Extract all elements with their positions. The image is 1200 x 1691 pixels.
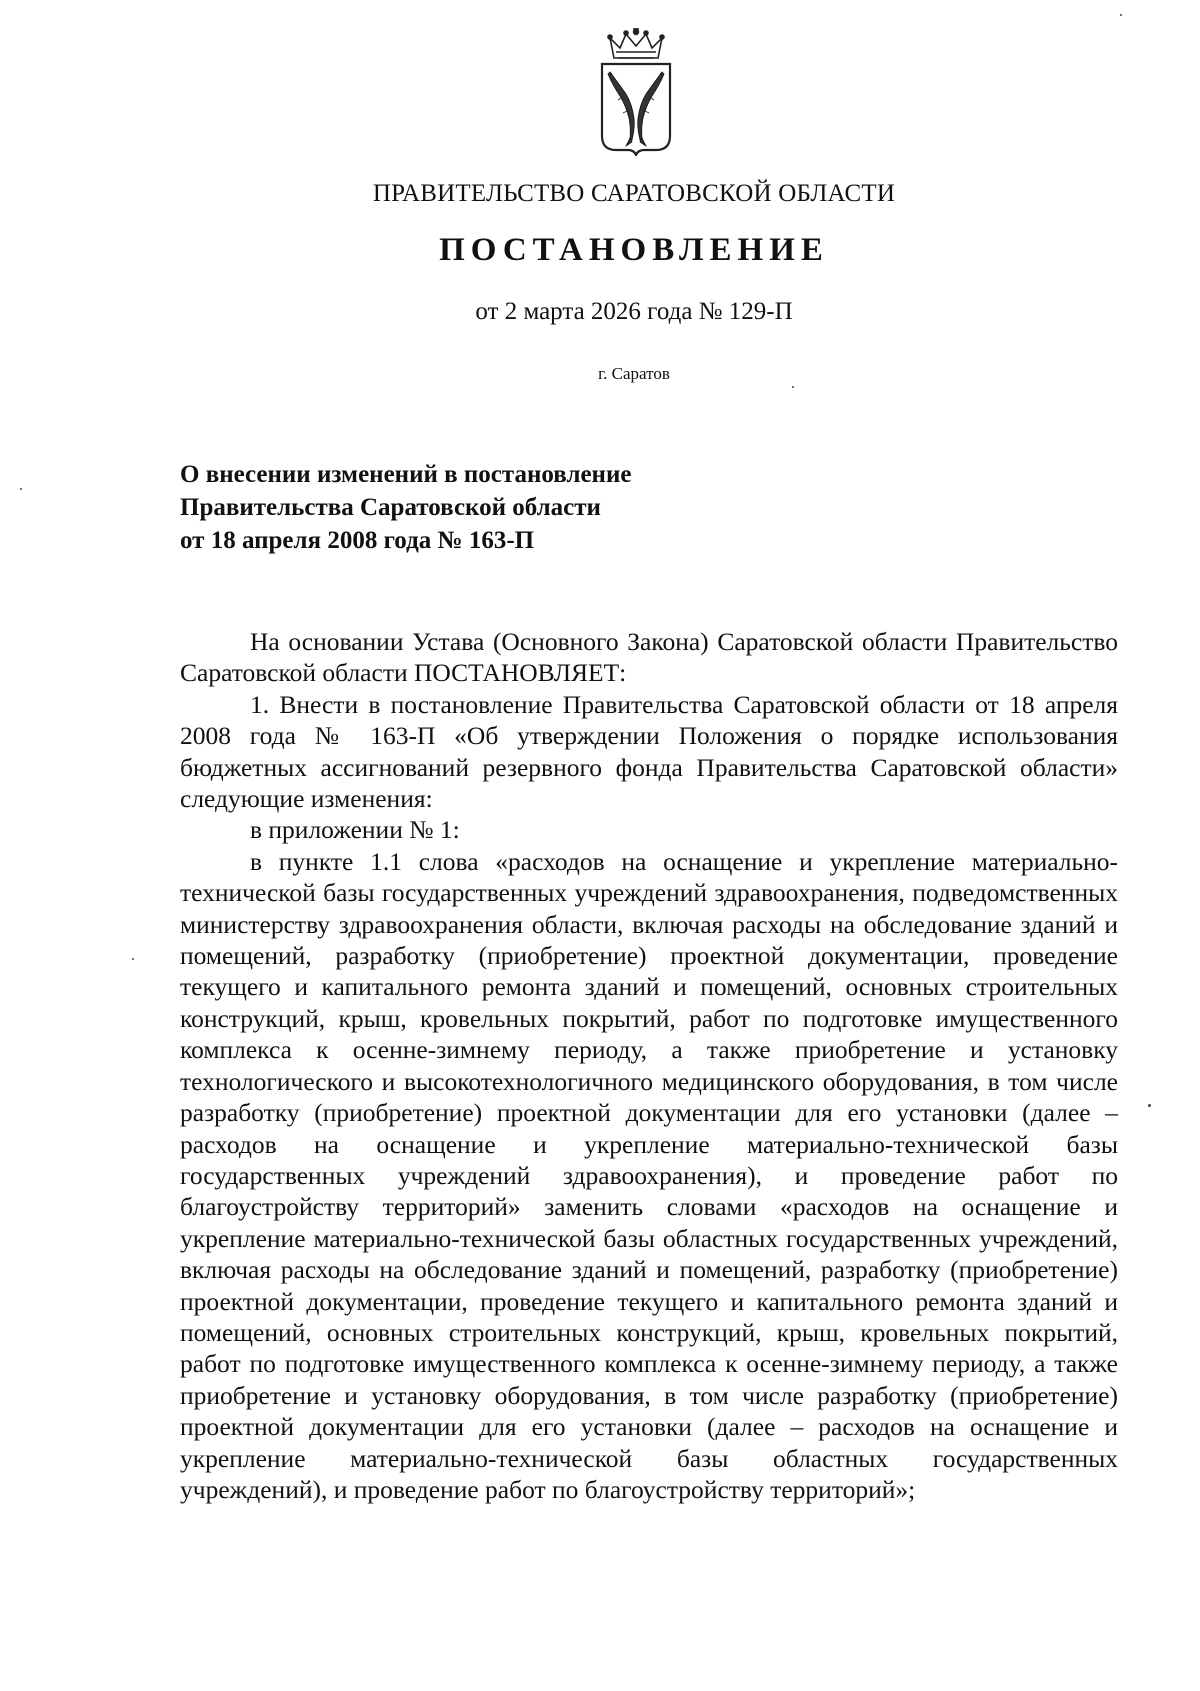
document-date-number: от 2 марта 2026 года № 129-П [475, 298, 793, 325]
subject-line: Правительства Саратовской области [180, 494, 601, 521]
government-name: ПРАВИТЕЛЬСТВО САРАТОВСКОЙ ОБЛАСТИ [372, 180, 896, 207]
body-paragraph: в приложении № 1: [250, 815, 460, 845]
scan-speck [792, 386, 794, 388]
scan-speck [1148, 1104, 1151, 1107]
subject-line: О внесении изменений в постановление [180, 461, 632, 488]
body-paragraph: в пункте 1.1 слова «расходов на оснащение и укрепление материально-технической базы государственных учреждений здравоохранения, подведомственных министерству здравоохранения области, включая расходы на обследование зданий и помещений, разработку (приобретение) проектной документации, проведение текущего и капитального ремонта зданий и помещений, основных строительных конструкций, крыш, кровельных покрытий, работ по подготовке имущественного комплекса к осенне-зимнему периоду, а также приобретение и установку технологического и высокотехнологичного медицинского оборудования, в том числе разработку (приобретение) проектной документации для его установки (далее – расходов на оснащение и укрепление материально-технической базы государственных учреждений здравоохранения), и проведение работ по благоустройству территорий» заменить словами «расходов на оснащение и укрепление материально-технической базы областных государственных учреждений, включая расходы на обследование зданий и помещений, разработку (приобретение) проектной документации, проведение текущего и капитального ремонта зданий и помещений, основных строительных конструкций, крыш, кровельных покрытий, работ по подготовке имущественного комплекса к осенне-зимнему периоду, а также приобретение и установку оборудования, в том числе разработку (приобретение) проектной документации для его установки (далее – расходов на оснащение и укрепление материально-технической базы областных государственных учреждений), и проведение работ по благоустройству территорий»; [180, 846, 1118, 1504]
document-body [180, 626, 1118, 1505]
subject-line: от 18 апреля 2008 года № 163-П [180, 527, 535, 554]
scan-speck [132, 958, 134, 960]
scan-speck [20, 488, 22, 490]
document-subject [180, 458, 880, 557]
scan-speck [1120, 14, 1122, 16]
document-type-title: ПОСТАНОВЛЕНИЕ [439, 232, 829, 268]
body-paragraph: 1. Внести в постановление Правительства Саратовской области от 18 апреля 2008 года № 163-П «Об утверждении Положения о порядке использования бюджетных ассигнований резервного фонда Правительства Саратовской области» следующие изменения: [180, 689, 1118, 814]
coat-of-arms-icon [596, 28, 676, 156]
body-paragraph: На основании Устава (Основного Закона) Саратовской области Правительство Саратовской области ПОСТАНОВЛЯЕТ: [180, 627, 1118, 688]
document-city: г. Саратов [598, 364, 670, 383]
